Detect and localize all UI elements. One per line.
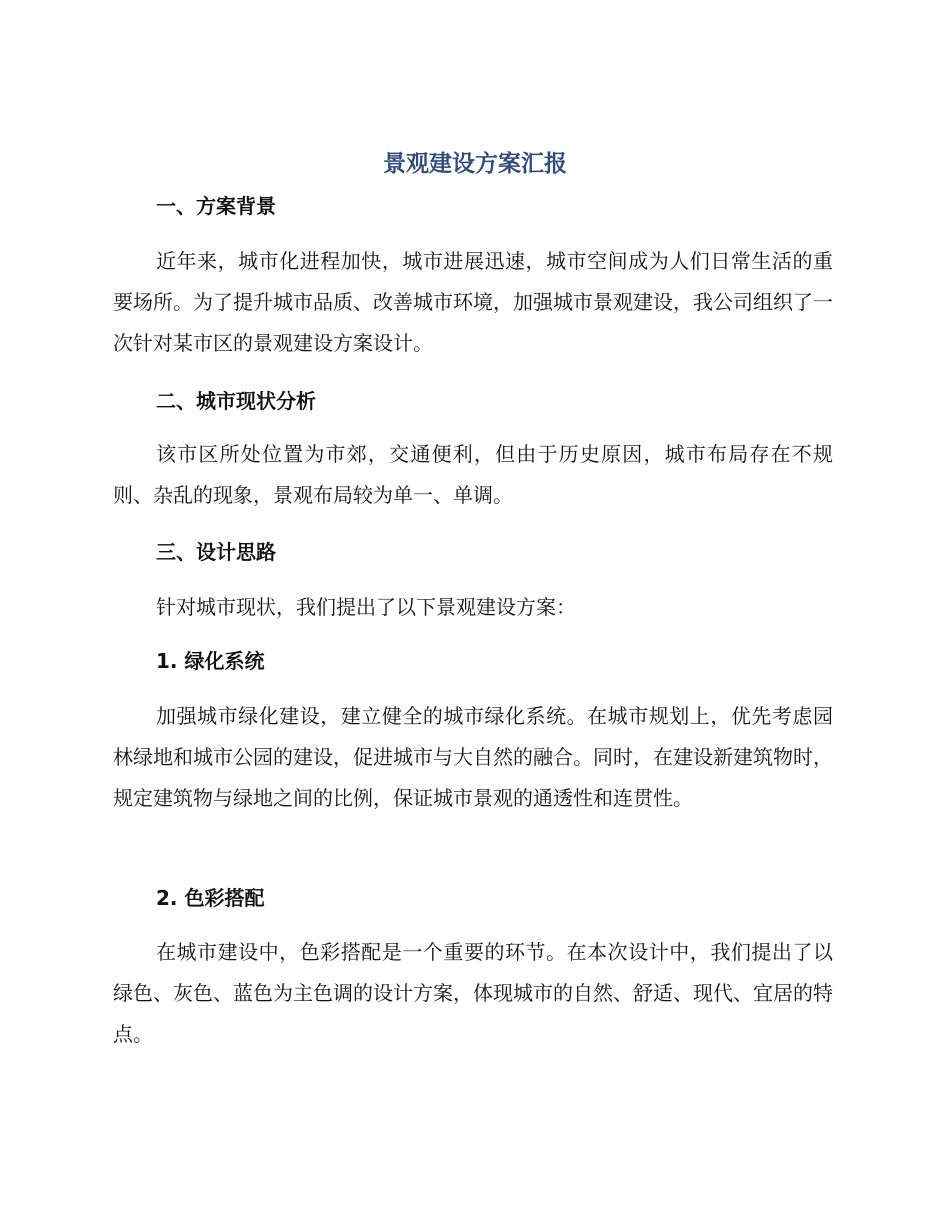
section-paragraph-background: 近年来，城市化进程加快，城市进展迅速，城市空间成为人们日常生活的重要场所。为了提升城市品质、改善城市环境，加强城市景观建设，我公司组织了一次针对某市区的景观建设方案设计。 (113, 249, 833, 355)
section-heading-background: 一、方案背景 (156, 194, 276, 218)
section-heading-color-matching: 2. 色彩搭配 (156, 886, 265, 910)
section-heading-design-idea: 三、设计思路 (156, 540, 276, 564)
section-paragraph-design-idea: 针对城市现状，我们提出了以下景观建设方案： (156, 595, 576, 619)
document-title: 景观建设方案汇报 (383, 151, 567, 177)
section-heading-status-analysis: 二、城市现状分析 (156, 389, 316, 413)
section-paragraph-greening-system: 加强城市绿化建设，建立健全的城市绿化系统。在城市规划上，优先考虑园林绿地和城市公园的建设，促进城市与大自然的融合。同时，在建设新建筑物时，规定建筑物与绿地之间的比例，保证城市景观的通透性和连贯性。 (113, 704, 833, 810)
section-paragraph-status-analysis: 该市区所处位置为市郊，交通便利，但由于历史原因，城市布局存在不规则、杂乱的现象，景观布局较为单一、单调。 (113, 442, 833, 507)
section-paragraph-color-matching: 在城市建设中，色彩搭配是一个重要的环节。在本次设计中，我们提出了以绿色、灰色、蓝色为主色调的设计方案，体现城市的自然、舒适、现代、宜居的特点。 (113, 940, 833, 1046)
section-heading-greening-system: 1. 绿化系统 (156, 649, 265, 673)
